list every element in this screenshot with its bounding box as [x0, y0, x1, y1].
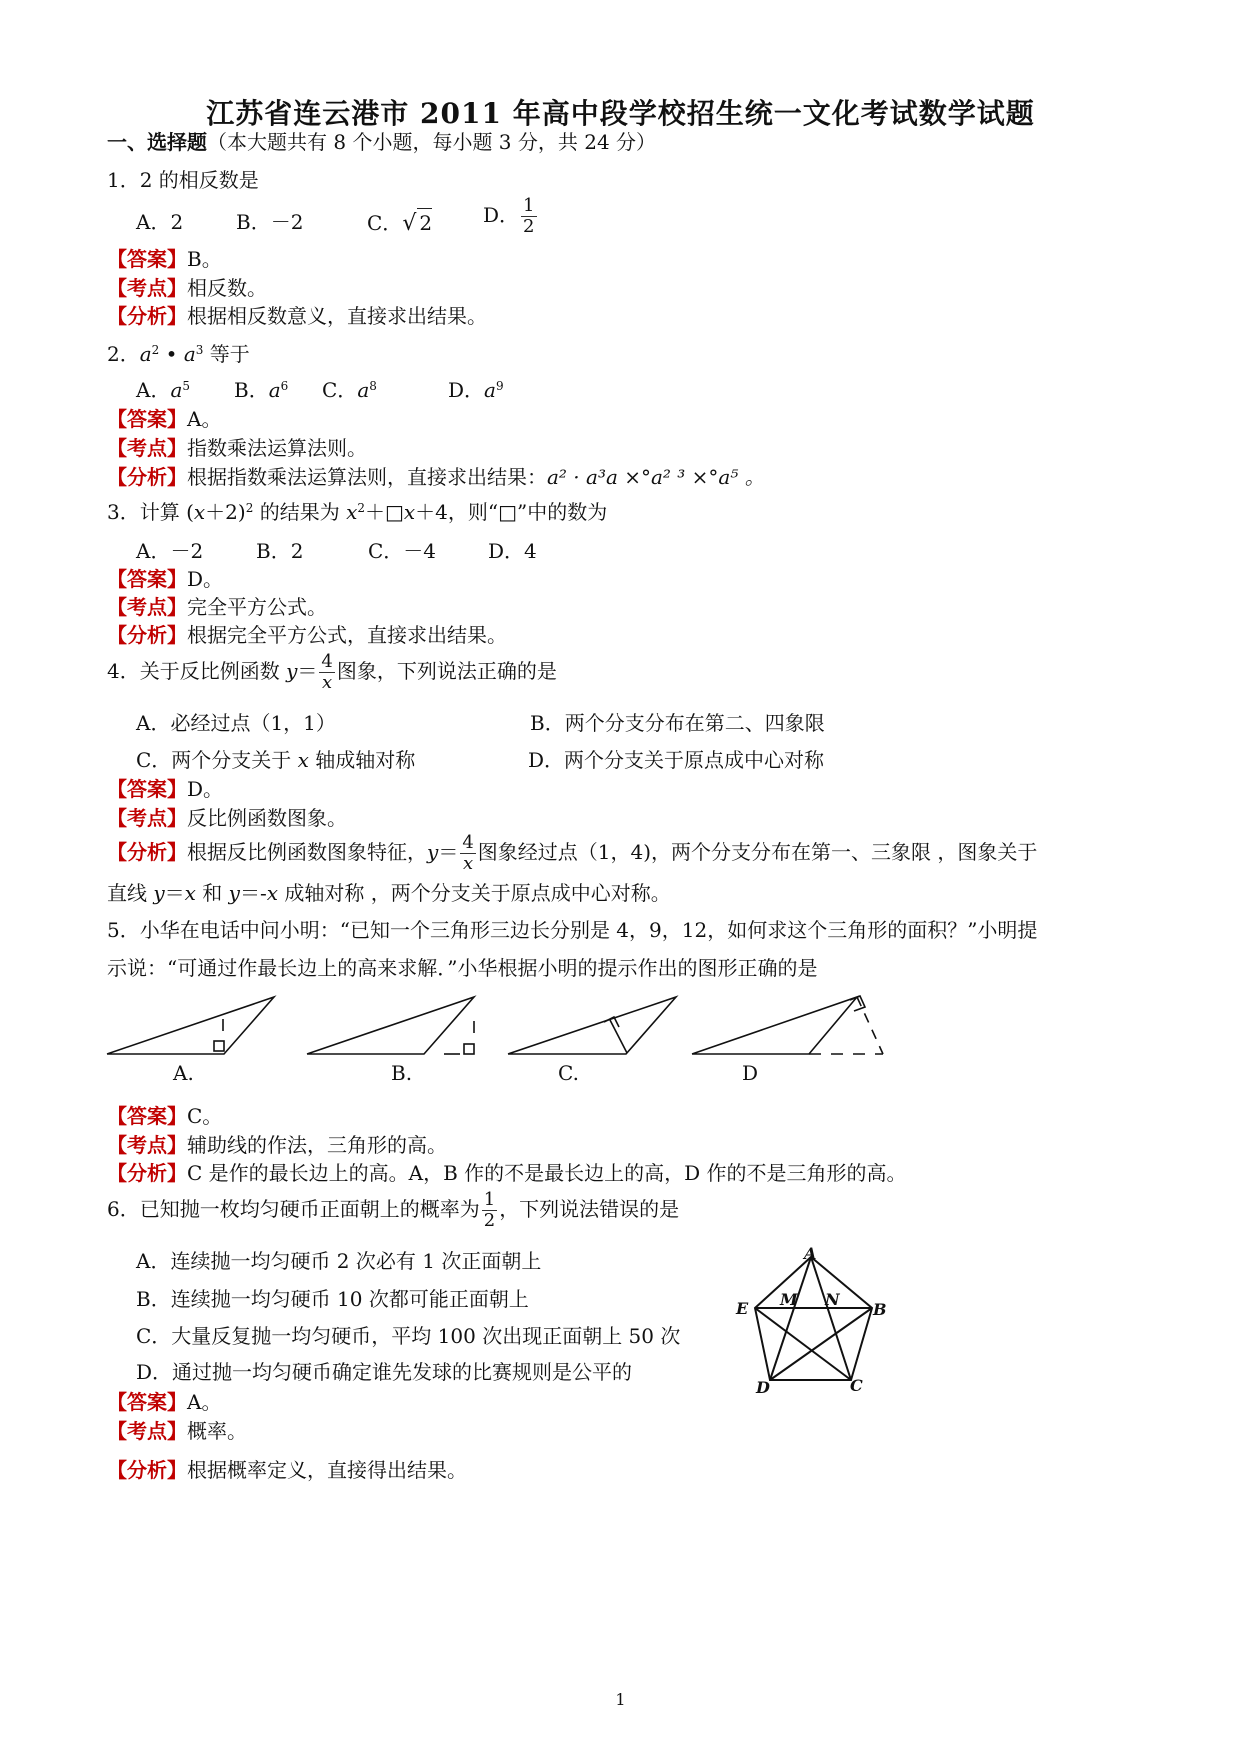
q4-analysis-line2 [107, 879, 671, 907]
q4-var-y: y [286, 659, 298, 683]
q2-option-d [448, 376, 504, 404]
point-tag: 【考点】 [107, 1133, 187, 1157]
q3-stem-mid3: ＋□ [364, 500, 404, 524]
q1-option-b: B．－2 [236, 210, 304, 234]
q4-analysis-post: 图象经过点（1，4)，两个分支分布在第一、三象限 ，图象关于 [477, 840, 1038, 864]
q3-option-b: B．2 [256, 539, 304, 563]
q5-stem-line2: 示说：“可通过作最长边上的高来求解．”小华根据小明的提示作出的图形正确的是 [107, 956, 818, 980]
q1-option-c-radicand: 2 [417, 208, 432, 237]
q2-option-d-exp: 9 [495, 379, 504, 393]
fraction-numerator: 4 [462, 832, 474, 853]
q2-answer [107, 405, 221, 433]
q2-option-c-base: a [357, 378, 370, 402]
analysis-tag: 【分析】 [107, 1458, 187, 1482]
q2-option-a-prefix: A． [136, 378, 171, 402]
section-heading [107, 128, 656, 156]
q6-point [107, 1417, 247, 1445]
q6-stem-pre: 6．已知抛一枚均匀硬币正面朝上的概率为 [107, 1197, 480, 1221]
q1-analysis [107, 302, 487, 330]
q1-option-d [483, 196, 539, 237]
q2-answer-value: A。 [187, 407, 222, 431]
q3-var-1: x [193, 500, 206, 524]
point-tag: 【考点】 [107, 1419, 187, 1443]
fraction-denominator: 2 [483, 1210, 496, 1231]
q2-analysis-value: 根据指数乘法运算法则，直接求出结果： [187, 465, 547, 489]
q6-answer-value: A。 [187, 1390, 222, 1414]
q4-answer-value: D。 [187, 777, 224, 801]
q5-label-b: B. [391, 1061, 413, 1085]
q4-option-c-post: 轴成轴对称 [308, 748, 416, 772]
q1-option-d-fraction [521, 196, 536, 237]
q4-line2-d: ＝- [239, 881, 267, 905]
q5-figure-b [307, 997, 474, 1054]
q1-option-c-prefix: C． [367, 211, 403, 235]
q6-analysis [107, 1456, 467, 1484]
q2-number: 2． [107, 342, 140, 366]
point-tag: 【考点】 [107, 806, 187, 830]
pentagon-label-n: N [825, 1290, 840, 1309]
q4-option-c [136, 746, 415, 774]
q4-option-d: D．两个分支关于原点成中心对称 [528, 748, 825, 772]
q4-line2-y2: y [228, 881, 240, 905]
q3-stem-mid2: 的结果为 [253, 500, 347, 524]
q6-option-d: D．通过抛一均匀硬币确定谁先发球的比赛规则是公平的 [136, 1360, 633, 1384]
q5-label-a: A. [173, 1061, 194, 1085]
point-tag: 【考点】 [107, 276, 187, 300]
q2-base-1: a [139, 342, 152, 366]
section-heading-label: 一、选择题 [107, 130, 207, 154]
q2-option-c-exp: 8 [369, 379, 377, 393]
analysis-tag: 【分析】 [107, 623, 187, 647]
q1-option-a: A．2 [136, 210, 184, 234]
q6-answer [107, 1388, 221, 1416]
q1-stem: 1．2 的相反数是 [107, 168, 259, 192]
fraction-denominator: x [322, 672, 333, 693]
analysis-tag: 【分析】 [107, 840, 187, 864]
q1-option-d-prefix: D． [483, 203, 520, 227]
q3-exp-1: 2 [245, 501, 254, 515]
q5-stem-line1: 5．小华在电话中问小明：“已知一个三角形三边长分别是 4，9，12，如何求这个三角形的面积？”小明提 [107, 918, 1038, 942]
q6-option-a: A．连续抛一均匀硬币 2 次必有 1 次正面朝上 [136, 1249, 542, 1273]
pentagon-label-m: M [780, 1290, 798, 1309]
point-tag: 【考点】 [107, 436, 187, 460]
q5-figure-a [107, 997, 274, 1054]
q6-option-b: B．连续抛一均匀硬币 10 次都可能正面朝上 [136, 1287, 529, 1311]
q4-stem-post: 图象，下列说法正确的是 [336, 659, 557, 683]
q2-option-a-exp: 5 [182, 379, 191, 393]
q4-fraction [319, 652, 334, 693]
q1-option-c: C．√ 2 [367, 208, 432, 238]
q3-var-2: x [346, 500, 358, 524]
q6-stem-post: ，下列说法错误的是 [499, 1197, 680, 1221]
q3-var-3: x [403, 500, 416, 524]
q2-tail: 等于 [203, 342, 250, 366]
q4-line2-x1: x [184, 881, 196, 905]
q5-answer [107, 1102, 222, 1130]
q2-option-b [234, 376, 288, 404]
q6-stem [107, 1190, 679, 1231]
fraction-numerator: 1 [483, 1189, 496, 1210]
q3-point-value: 完全平方公式。 [187, 595, 327, 619]
q3-stem-mid4: ＋4，则“□”中的数为 [415, 500, 608, 524]
q3-point [107, 593, 327, 621]
q3-analysis-value: 根据完全平方公式，直接求出结果。 [187, 623, 507, 647]
section-heading-note: （本大题共有 8 个小题，每小题 3 分，共 24 分） [207, 130, 657, 154]
q4-line2-e: 成轴对称 ，两个分支关于原点成中心对称。 [278, 881, 671, 905]
q5-analysis [107, 1159, 907, 1187]
q5-triangle-figures [100, 990, 900, 1090]
q2-option-a-base: a [170, 378, 183, 402]
q2-point-value: 指数乘法运算法则。 [187, 436, 367, 460]
q5-label-c: C. [558, 1061, 579, 1085]
q4-stem [107, 652, 557, 693]
q4-analysis-pre: 根据反比例函数图象特征， [187, 840, 427, 864]
q1-answer-value: B。 [187, 247, 222, 271]
pentagon-label-e: E [736, 1299, 749, 1318]
q5-figure-d [692, 996, 883, 1054]
q3-stem [107, 498, 607, 526]
q4-line2-c: 和 [195, 881, 229, 905]
q4-option-b: B．两个分支分布在第二、四象限 [530, 711, 825, 735]
q2-point [107, 434, 367, 462]
q1-point-value: 相反数。 [187, 276, 267, 300]
q2-stem [107, 340, 250, 368]
fraction-denominator: 2 [523, 216, 535, 237]
q2-option-c [322, 376, 377, 404]
q2-exp-1: 2 [151, 343, 160, 357]
q4-analysis [107, 833, 1037, 874]
q4-answer [107, 775, 223, 803]
q1-answer [107, 245, 222, 273]
q3-option-c: C．－4 [368, 539, 437, 563]
fraction-denominator: x [462, 853, 474, 874]
analysis-tag: 【分析】 [107, 465, 187, 489]
page-number: 1 [615, 1690, 626, 1709]
pentagon-label-b: B [873, 1300, 887, 1319]
pentagon-figure [730, 1245, 900, 1395]
q2-option-b-exp: 6 [280, 379, 289, 393]
q6-analysis-value: 根据概率定义，直接得出结果。 [187, 1458, 467, 1482]
fraction-numerator: 4 [321, 651, 333, 672]
q2-option-a [136, 376, 190, 404]
q3-analysis [107, 621, 507, 649]
q4-line2-b: ＝ [164, 881, 185, 905]
fraction-numerator: 1 [523, 195, 535, 216]
pentagon-label-a: A [804, 1245, 817, 1263]
q4-point [107, 804, 347, 832]
q4-equals: ＝ [297, 659, 318, 683]
q5-label-d: D [742, 1061, 759, 1085]
q5-answer-value: C。 [187, 1104, 223, 1128]
q3-option-a: A．－2 [136, 539, 204, 563]
answer-tag: 【答案】 [107, 1390, 187, 1414]
q4-analysis-equals: ＝ [438, 840, 459, 864]
pentagon-label-d: D [756, 1378, 770, 1395]
q4-line2-x2: x [266, 881, 279, 905]
page-title: 江苏省连云港市 2011 年高中段学校招生统一文化考试数学试题 [206, 97, 1035, 130]
q3-answer [107, 565, 223, 593]
q2-analysis [107, 463, 765, 491]
q2-option-d-base: a [484, 378, 496, 402]
q3-answer-value: D。 [187, 567, 224, 591]
q4-stem-pre: 4．关于反比例函数 [107, 659, 287, 683]
q1-point [107, 274, 267, 302]
pentagon-label-c: C [850, 1376, 863, 1395]
q5-figure-c [508, 997, 676, 1054]
q2-option-b-base: a [268, 378, 281, 402]
q2-base-2: a [183, 342, 196, 366]
q3-exp-2: 2 [357, 501, 365, 515]
answer-tag: 【答案】 [107, 777, 187, 801]
q4-option-c-pre: C．两个分支关于 [136, 748, 298, 772]
q4-point-value: 反比例函数图象。 [187, 806, 347, 830]
q2-option-c-prefix: C． [322, 378, 358, 402]
q6-option-c: C．大量反复抛一均匀硬币，平均 100 次出现正面朝上 50 次 [136, 1324, 681, 1348]
q5-point [107, 1131, 447, 1159]
q6-point-value: 概率。 [187, 1419, 247, 1443]
answer-tag: 【答案】 [107, 407, 187, 431]
q4-line2-a: 直线 [107, 881, 154, 905]
answer-tag: 【答案】 [107, 1104, 187, 1128]
q3-option-d: D．4 [488, 539, 537, 563]
q2-option-d-prefix: D． [448, 378, 485, 402]
q5-point-value: 辅助线的作法，三角形的高。 [187, 1133, 447, 1157]
answer-tag: 【答案】 [107, 247, 187, 271]
q4-line2-y1: y [153, 881, 165, 905]
q3-stem-pre: 3．计算 ( [107, 500, 194, 524]
q4-analysis-fraction [460, 833, 475, 874]
q1-analysis-value: 根据相反数意义，直接求出结果。 [187, 304, 487, 328]
analysis-tag: 【分析】 [107, 304, 187, 328]
answer-tag: 【答案】 [107, 567, 187, 591]
q5-analysis-value: C 是作的最长边上的高。A，B 作的不是最长边上的高，D 作的不是三角形的高。 [187, 1161, 907, 1185]
q4-option-a: A．必经过点（1，1） [136, 711, 336, 735]
q6-fraction [482, 1190, 497, 1231]
q3-stem-mid: ＋2) [205, 500, 246, 524]
q2-exp-2: 3 [195, 343, 204, 357]
q2-dot: • [159, 342, 184, 366]
q4-analysis-var-y: y [427, 840, 439, 864]
q4-option-c-var: x [297, 748, 309, 772]
q2-option-b-prefix: B． [234, 378, 269, 402]
point-tag: 【考点】 [107, 595, 187, 619]
pentagon-lines [755, 1257, 872, 1380]
q2-analysis-formula: a² · a³a ×°a² ³ ×°a⁵ 。 [547, 465, 765, 489]
analysis-tag: 【分析】 [107, 1161, 187, 1185]
